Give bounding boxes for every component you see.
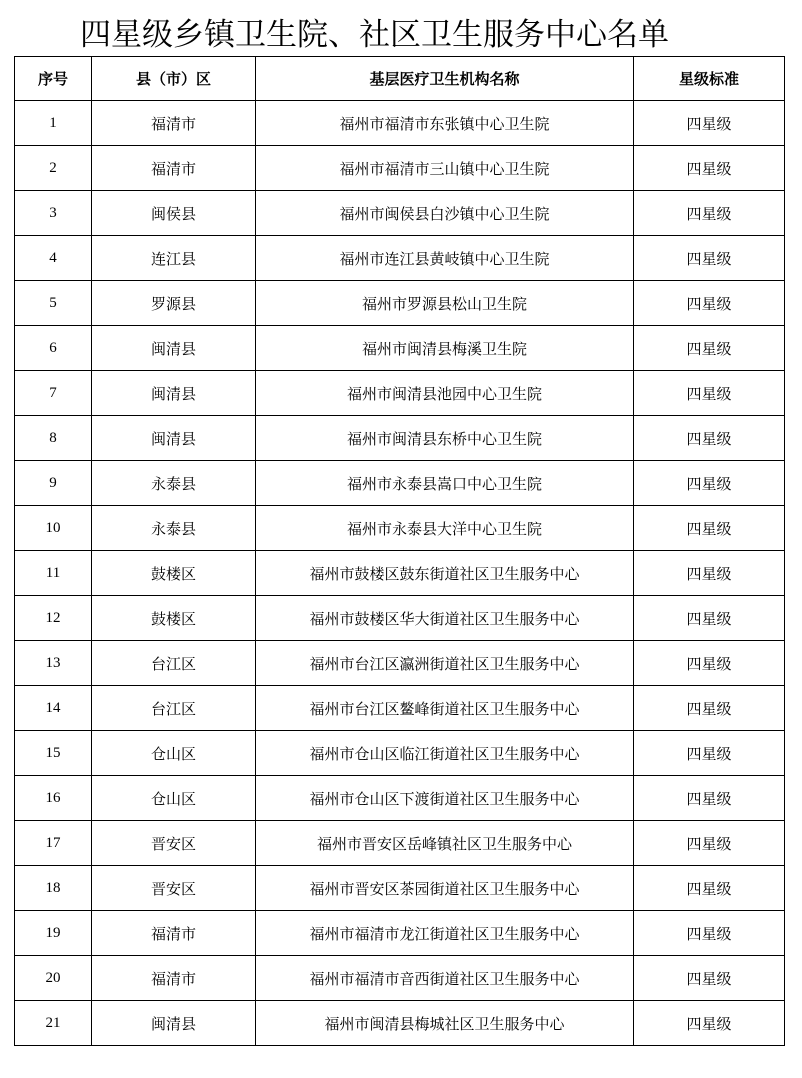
cell-star-level: 四星级 <box>634 866 785 911</box>
cell-county: 福清市 <box>92 101 256 146</box>
table-row <box>15 641 785 686</box>
cell-index: 20 <box>15 956 92 1001</box>
cell-star-level: 四星级 <box>634 731 785 776</box>
table-row <box>15 461 785 506</box>
cell-institution-name: 福州市鼓楼区鼓东街道社区卫生服务中心 <box>256 551 634 596</box>
table-row <box>15 731 785 776</box>
cell-star-level: 四星级 <box>634 641 785 686</box>
cell-star-level: 四星级 <box>634 596 785 641</box>
cell-index: 1 <box>15 101 92 146</box>
cell-county: 闽清县 <box>92 371 256 416</box>
header-institution-name: 基层医疗卫生机构名称 <box>256 57 634 101</box>
cell-institution-name: 福州市连江县黄岐镇中心卫生院 <box>256 236 634 281</box>
cell-index: 11 <box>15 551 92 596</box>
table-row <box>15 956 785 1001</box>
table-row <box>15 911 785 956</box>
table-row <box>15 191 785 236</box>
cell-county: 鼓楼区 <box>92 596 256 641</box>
cell-institution-name: 福州市福清市龙江街道社区卫生服务中心 <box>256 911 634 956</box>
table-row <box>15 821 785 866</box>
table-row <box>15 506 785 551</box>
cell-index: 18 <box>15 866 92 911</box>
cell-star-level: 四星级 <box>634 101 785 146</box>
cell-index: 21 <box>15 1001 92 1046</box>
table-row <box>15 371 785 416</box>
cell-index: 2 <box>15 146 92 191</box>
cell-county: 连江县 <box>92 236 256 281</box>
cell-star-level: 四星级 <box>634 821 785 866</box>
cell-index: 16 <box>15 776 92 821</box>
cell-star-level: 四星级 <box>634 776 785 821</box>
cell-county: 福清市 <box>92 911 256 956</box>
table-row <box>15 866 785 911</box>
header-index: 序号 <box>15 57 92 101</box>
cell-county: 福清市 <box>92 146 256 191</box>
cell-county: 仓山区 <box>92 776 256 821</box>
cell-star-level: 四星级 <box>634 146 785 191</box>
table-row <box>15 236 785 281</box>
cell-institution-name: 福州市福清市音西街道社区卫生服务中心 <box>256 956 634 1001</box>
table-row <box>15 776 785 821</box>
cell-county: 台江区 <box>92 641 256 686</box>
table-row <box>15 326 785 371</box>
cell-star-level: 四星级 <box>634 191 785 236</box>
cell-index: 3 <box>15 191 92 236</box>
cell-institution-name: 福州市永泰县大洋中心卫生院 <box>256 506 634 551</box>
cell-institution-name: 福州市台江区瀛洲街道社区卫生服务中心 <box>256 641 634 686</box>
cell-institution-name: 福州市闽清县东桥中心卫生院 <box>256 416 634 461</box>
cell-star-level: 四星级 <box>634 686 785 731</box>
cell-county: 鼓楼区 <box>92 551 256 596</box>
cell-star-level: 四星级 <box>634 506 785 551</box>
cell-county: 罗源县 <box>92 281 256 326</box>
document-title: 四星级乡镇卫生院、社区卫生服务中心名单 <box>80 17 669 53</box>
cell-index: 7 <box>15 371 92 416</box>
cell-star-level: 四星级 <box>634 461 785 506</box>
cell-institution-name: 福州市晋安区岳峰镇社区卫生服务中心 <box>256 821 634 866</box>
table-row <box>15 146 785 191</box>
cell-county: 闽侯县 <box>92 191 256 236</box>
cell-institution-name: 福州市闽清县池园中心卫生院 <box>256 371 634 416</box>
cell-star-level: 四星级 <box>634 326 785 371</box>
table-row <box>15 551 785 596</box>
cell-index: 19 <box>15 911 92 956</box>
cell-star-level: 四星级 <box>634 236 785 281</box>
cell-county: 福清市 <box>92 956 256 1001</box>
cell-county: 永泰县 <box>92 506 256 551</box>
cell-institution-name: 福州市晋安区茶园街道社区卫生服务中心 <box>256 866 634 911</box>
cell-county: 晋安区 <box>92 821 256 866</box>
header-county: 县（市）区 <box>92 57 256 101</box>
cell-county: 晋安区 <box>92 866 256 911</box>
cell-index: 4 <box>15 236 92 281</box>
cell-institution-name: 福州市永泰县嵩口中心卫生院 <box>256 461 634 506</box>
cell-index: 8 <box>15 416 92 461</box>
institution-table <box>14 56 785 1046</box>
cell-star-level: 四星级 <box>634 371 785 416</box>
cell-county: 永泰县 <box>92 461 256 506</box>
table-row <box>15 1001 785 1046</box>
table-row <box>15 686 785 731</box>
cell-star-level: 四星级 <box>634 281 785 326</box>
header-row <box>15 57 785 101</box>
table-body <box>15 101 785 1046</box>
cell-institution-name: 福州市福清市东张镇中心卫生院 <box>256 101 634 146</box>
cell-index: 9 <box>15 461 92 506</box>
cell-county: 仓山区 <box>92 731 256 776</box>
table-row <box>15 416 785 461</box>
table-header <box>15 57 785 101</box>
table-row <box>15 101 785 146</box>
cell-institution-name: 福州市福清市三山镇中心卫生院 <box>256 146 634 191</box>
cell-county: 台江区 <box>92 686 256 731</box>
table-row <box>15 596 785 641</box>
table-row <box>15 281 785 326</box>
cell-index: 13 <box>15 641 92 686</box>
cell-county: 闽清县 <box>92 326 256 371</box>
cell-index: 15 <box>15 731 92 776</box>
cell-institution-name: 福州市闽清县梅城社区卫生服务中心 <box>256 1001 634 1046</box>
cell-institution-name: 福州市罗源县松山卫生院 <box>256 281 634 326</box>
cell-star-level: 四星级 <box>634 911 785 956</box>
cell-index: 6 <box>15 326 92 371</box>
cell-index: 5 <box>15 281 92 326</box>
cell-star-level: 四星级 <box>634 416 785 461</box>
cell-institution-name: 福州市台江区鳌峰街道社区卫生服务中心 <box>256 686 634 731</box>
cell-county: 闽清县 <box>92 416 256 461</box>
cell-star-level: 四星级 <box>634 551 785 596</box>
header-star-level: 星级标准 <box>634 57 785 101</box>
cell-institution-name: 福州市仓山区下渡街道社区卫生服务中心 <box>256 776 634 821</box>
cell-institution-name: 福州市闽清县梅溪卫生院 <box>256 326 634 371</box>
cell-index: 12 <box>15 596 92 641</box>
cell-index: 17 <box>15 821 92 866</box>
cell-star-level: 四星级 <box>634 956 785 1001</box>
cell-institution-name: 福州市鼓楼区华大街道社区卫生服务中心 <box>256 596 634 641</box>
cell-county: 闽清县 <box>92 1001 256 1046</box>
cell-institution-name: 福州市仓山区临江街道社区卫生服务中心 <box>256 731 634 776</box>
cell-index: 14 <box>15 686 92 731</box>
cell-institution-name: 福州市闽侯县白沙镇中心卫生院 <box>256 191 634 236</box>
cell-star-level: 四星级 <box>634 1001 785 1046</box>
cell-index: 10 <box>15 506 92 551</box>
